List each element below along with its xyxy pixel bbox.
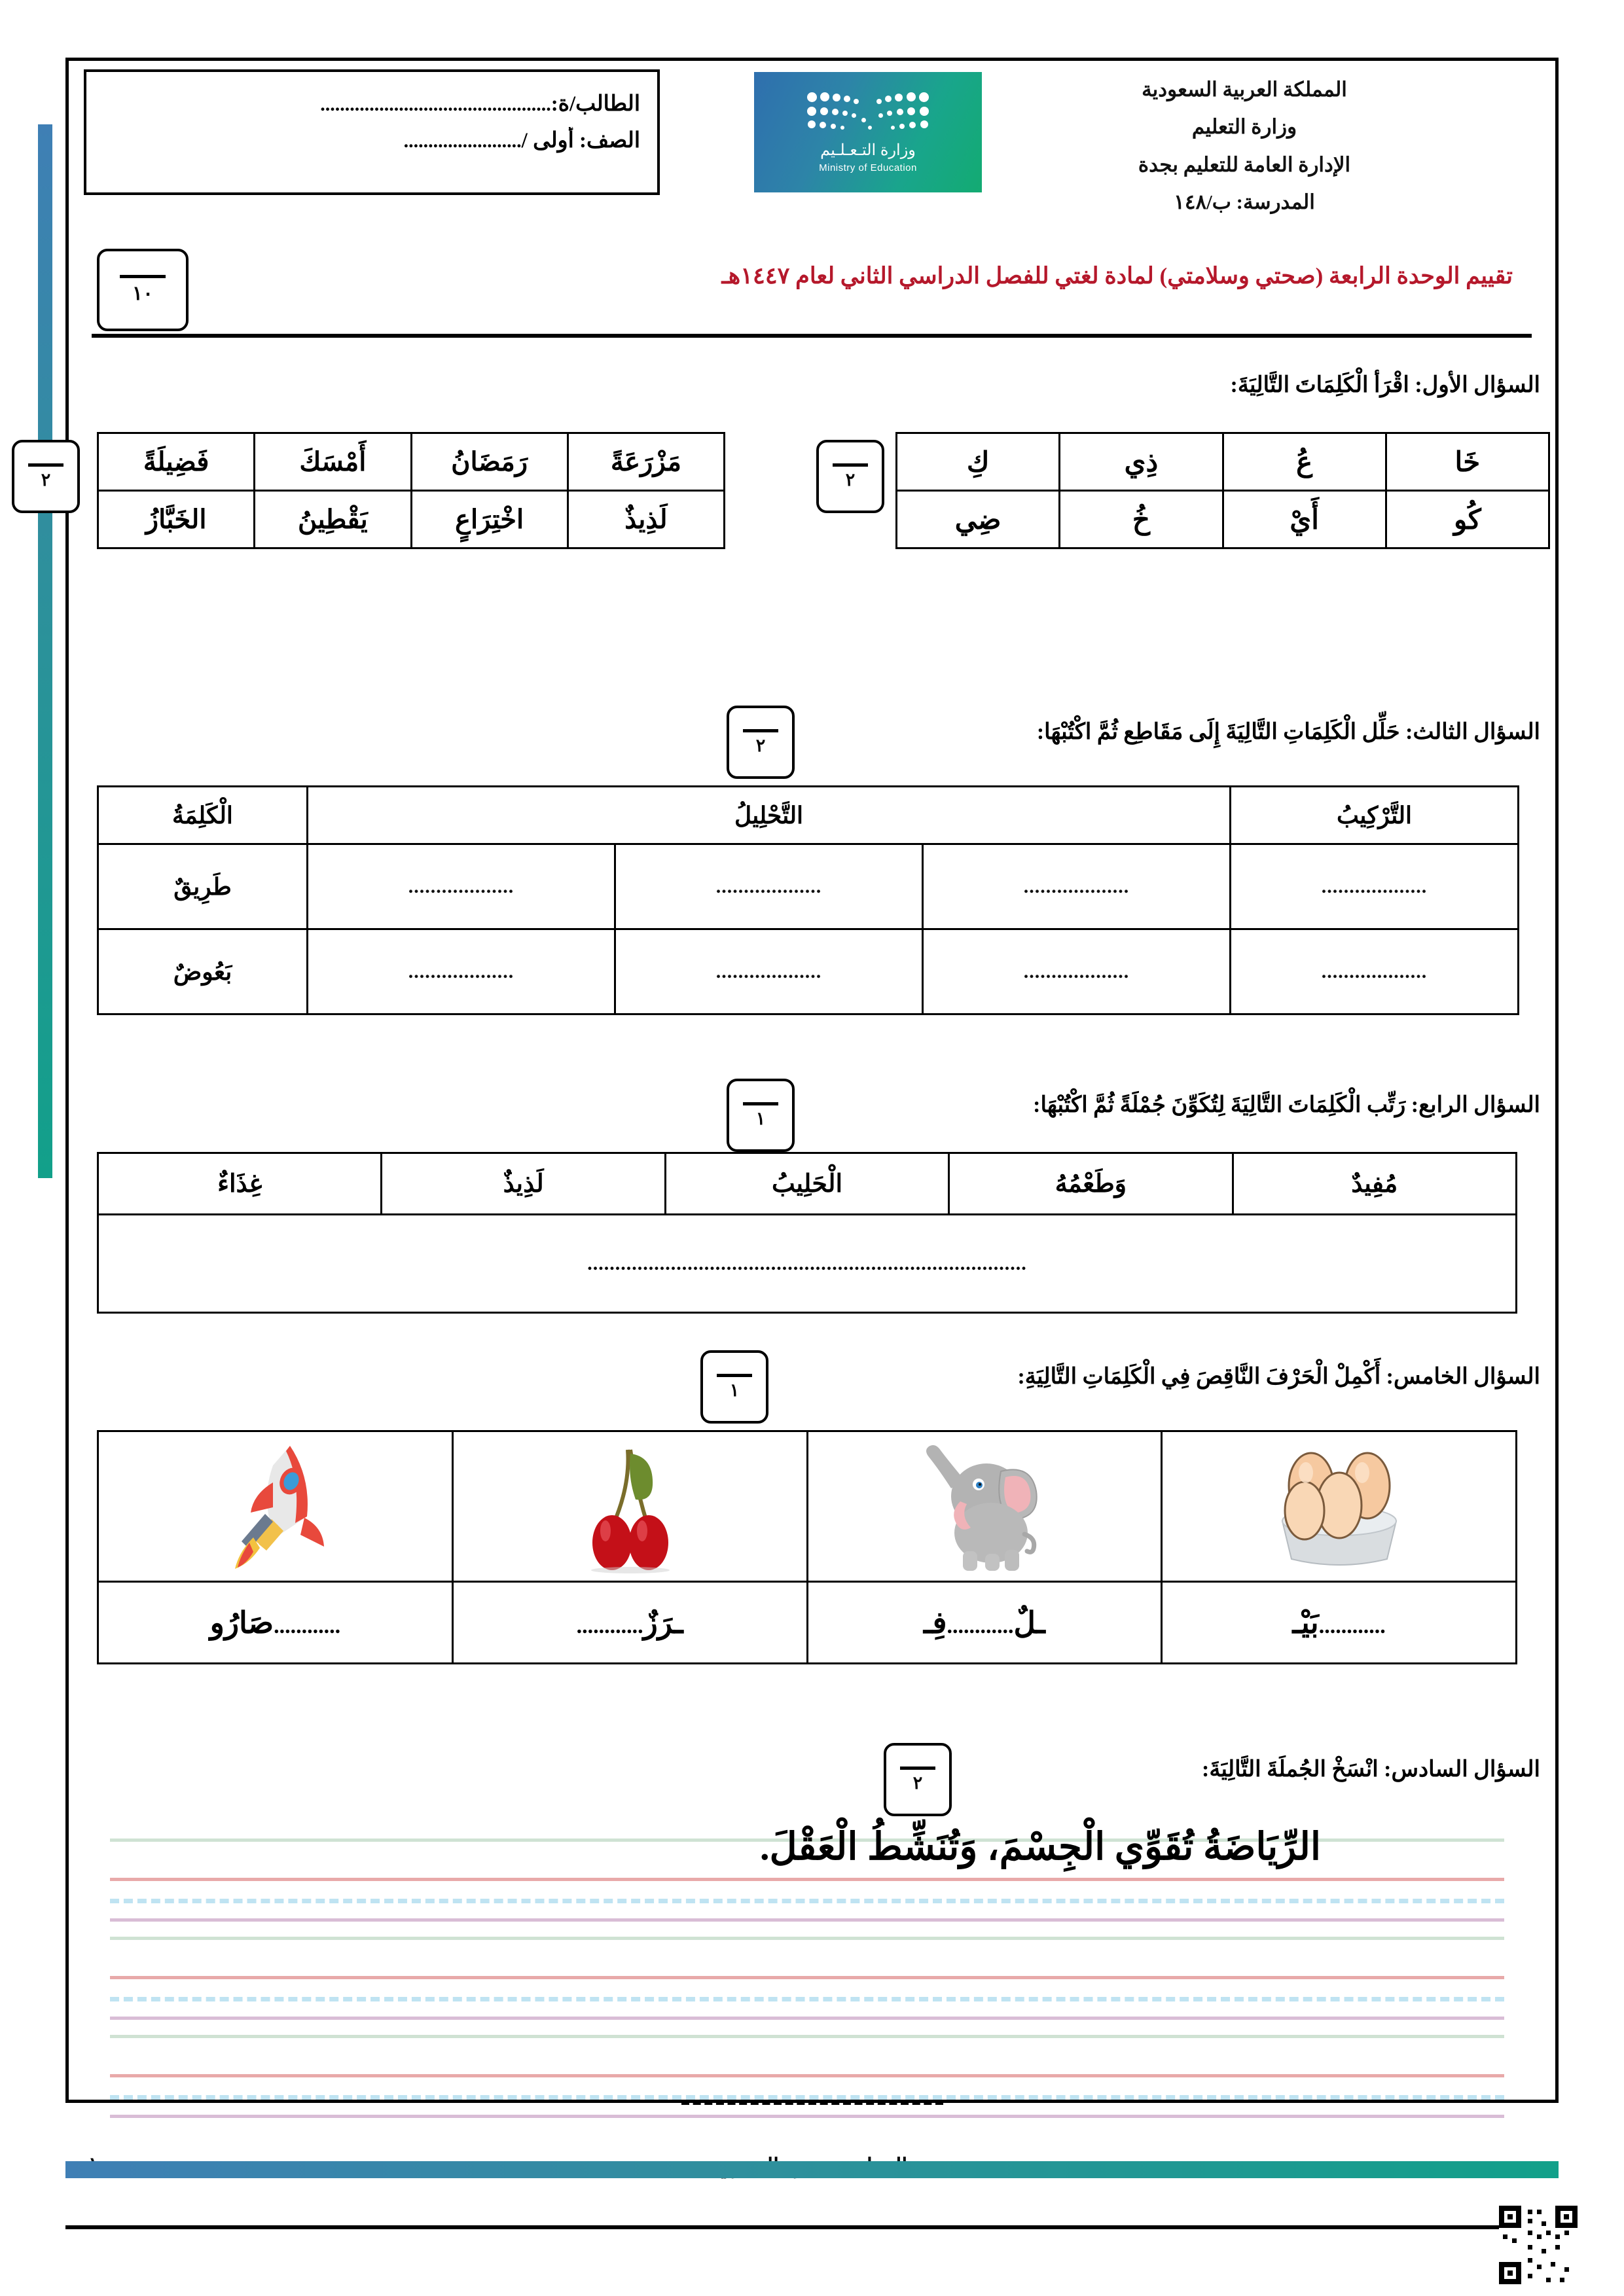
mark-divider: [833, 463, 868, 467]
title-underline: [92, 334, 1532, 338]
syllable-cell: كُو: [1386, 491, 1549, 548]
syllable-cell: خَا: [1386, 433, 1549, 491]
scrambled-word: لَذِيذٌ: [382, 1153, 665, 1215]
syllables-table: [895, 432, 1550, 549]
ruled-line-red: [110, 2074, 1504, 2077]
decorative-accent-bar: [38, 124, 52, 1178]
ruled-line-red: [110, 1976, 1504, 1979]
analysis-blank[interactable]: ...................: [1231, 929, 1519, 1014]
analysis-blank[interactable]: ...................: [923, 844, 1231, 929]
syllable-cell: ضِي: [897, 491, 1060, 548]
qr-code-image: [1499, 2206, 1578, 2284]
column-header-word: الْكَلِمَةُ: [98, 787, 308, 844]
table-row: [98, 1215, 1517, 1313]
analysis-blank[interactable]: ...................: [615, 844, 923, 929]
student-name-label: الطالب/ة:: [550, 92, 640, 116]
sentence-ordering-table: [97, 1152, 1517, 1314]
missing-letter-word-elephant[interactable]: [807, 1582, 1162, 1664]
cherry-image: [568, 1439, 692, 1573]
words-reading-table: [97, 432, 725, 549]
syllable-cell: عُ: [1223, 433, 1386, 491]
ruled-line-purple: [110, 2115, 1504, 2118]
question-1-letters-mark-value: ٢: [845, 469, 856, 490]
ruled-line-red: [110, 1878, 1504, 1881]
table-row: [98, 929, 1519, 1014]
directorate-line: الإدارة العامة للتعليم بجدة: [1138, 152, 1351, 176]
question-1-header: [72, 353, 1552, 432]
table-row: [98, 433, 725, 491]
ruled-line-dashed-blue: [110, 1899, 1504, 1903]
question-5-mark-value: ١: [729, 1380, 740, 1400]
ruled-line-row[interactable]: [110, 2026, 1504, 2124]
word-cell: الخَبَّازُ: [98, 491, 255, 548]
ministry-line: وزارة التعليم: [1191, 115, 1297, 139]
question-4-mark-value: ١: [755, 1108, 766, 1128]
student-name-blank[interactable]: ...............................................: [320, 94, 551, 115]
question-1-words-mark-box: [12, 440, 80, 513]
question-3-mark-value: ٢: [755, 735, 766, 755]
table-row: [98, 844, 1519, 929]
missing-letter-blank[interactable]: ............: [947, 1614, 1014, 1638]
ministry-header-text: [950, 71, 1539, 221]
missing-letter-word-cherry[interactable]: [452, 1582, 807, 1664]
table-row: [897, 433, 1549, 491]
mark-divider: [743, 729, 778, 732]
word-cell: يَقْطِينُ: [255, 491, 411, 548]
missing-letter-blank[interactable]: ............: [1318, 1614, 1386, 1638]
total-mark-value: ١٠: [132, 283, 154, 304]
word-cell: رَمَضَانُ: [411, 433, 568, 491]
analysis-blank[interactable]: ...................: [308, 929, 615, 1014]
ruled-line-dashed-blue: [110, 1997, 1504, 2001]
decorative-bottom-bar: [65, 2161, 1559, 2178]
question-4-header: [72, 1073, 1552, 1152]
missing-letter-table: [97, 1430, 1517, 1664]
missing-letter-word-rocket[interactable]: [98, 1582, 453, 1664]
ruled-line-dashed-blue: [110, 2095, 1504, 2100]
question-1-prompt: السؤال الأول: اقْرَأ الْكَلِمَاتَ التَّالِيَةَ:: [1230, 373, 1540, 397]
kingdom-line: المملكة العربية السعودية: [1142, 78, 1347, 101]
page-title: تقييم الوحدة الرابعة (صحتي وسلامتي) لمادة لغتي للفصل الدراسي الثاني لعام ١٤٤٧هـ: [721, 263, 1513, 289]
question-6-mark-value: ٢: [912, 1772, 923, 1793]
question-5-header: [72, 1345, 1552, 1424]
mark-divider: [120, 275, 166, 278]
student-grade-blank[interactable]: ........................: [403, 130, 522, 152]
word-cell: اخْتِرَاعٍ: [411, 491, 568, 548]
ministry-of-education-logo: [754, 72, 982, 192]
question-6-mark-box: [884, 1743, 952, 1816]
word-fragment: ـرَزٌ: [643, 1606, 683, 1640]
syllable-cell: أَيْ: [1223, 491, 1386, 548]
missing-letter-word-eggs[interactable]: [1162, 1582, 1517, 1664]
student-grade-label: الصف: أولى /: [521, 129, 640, 152]
ruled-line-purple: [110, 1918, 1504, 1922]
student-info-box: [84, 69, 660, 195]
word-cell: لَذِيذٌ: [568, 491, 724, 548]
word-fragment-end: ـلٌ: [1013, 1606, 1045, 1640]
logo-dot-pattern-icon: [806, 91, 930, 137]
student-grade-row: [103, 127, 640, 153]
analysis-blank[interactable]: ...................: [1231, 844, 1519, 929]
question-3-mark-box: [727, 706, 795, 779]
question-5-prompt: السؤال الخامس: أَكْمِلْ الْحَرْفَ النَّاقِصَ فِي الْكَلِمَاتِ التَّالِيَةِ:: [1017, 1365, 1540, 1389]
question-3-header: [72, 700, 1552, 779]
ruled-line-green: [110, 1937, 1504, 1940]
word-fragment: بَيْـ: [1292, 1606, 1319, 1640]
scrambled-word: غِذَاءٌ: [98, 1153, 382, 1215]
mark-divider: [28, 463, 63, 467]
word-cell: أَمْسَكَ: [255, 433, 411, 491]
page-header: [72, 64, 1552, 241]
exam-title-row: [72, 243, 1552, 329]
mark-divider: [743, 1102, 778, 1105]
ruled-line-row[interactable]: [110, 1928, 1504, 2026]
question-1-words-mark-value: ٢: [41, 469, 51, 490]
picture-cell-cherry: [452, 1431, 807, 1582]
question-6-prompt: السؤال السادس: انْسَخْ الجُملَةَ التَّالِيَةَ:: [1202, 1757, 1540, 1782]
ruled-line-purple: [110, 2017, 1504, 2020]
table-row-pictures: [98, 1431, 1517, 1582]
table-header-row: [98, 787, 1519, 844]
total-mark-box: [97, 249, 189, 331]
picture-cell-elephant: [807, 1431, 1162, 1582]
logo-english-text: Ministry of Education: [819, 162, 917, 173]
student-name-row: [103, 90, 640, 117]
column-header-analysis: التَّحْلِيلُ: [308, 787, 1231, 844]
elephant-image: [903, 1441, 1066, 1572]
analysis-table: [97, 785, 1519, 1015]
question-6-header: [72, 1738, 1552, 1816]
analysis-blank[interactable]: ...................: [308, 844, 615, 929]
word-cell: مَزْرَعَةً: [568, 433, 724, 491]
analysis-word: بَعُوضٌ: [98, 929, 308, 1014]
question-4-mark-box: [727, 1079, 795, 1152]
syllable-cell: كِ: [897, 433, 1060, 491]
copy-sentence: الرِّيَاضَةُ تُقَوِّي الْجِسْمَ، وَتُنَشِّطُ الْعَقْلَ.: [759, 1825, 1321, 1868]
word-fragment-start: فِـ: [923, 1606, 947, 1640]
table-row: [98, 491, 725, 548]
syllable-cell: خُ: [1060, 491, 1223, 548]
rocket-image: [213, 1439, 337, 1573]
syllable-cell: ذِي: [1060, 433, 1223, 491]
handwriting-practice-area: [110, 1825, 1504, 2124]
footer-divider: [681, 2101, 943, 2105]
table-row-words: [98, 1582, 1517, 1664]
table-row: [897, 491, 1549, 548]
ruled-line-row: [110, 1825, 1504, 1928]
table-row: [98, 1153, 1517, 1215]
scrambled-word: وَطَعْمُهُ: [949, 1153, 1233, 1215]
picture-cell-eggs: [1162, 1431, 1517, 1582]
sentence-answer-blank[interactable]: ...............................................................................: [98, 1215, 1517, 1313]
logo-arabic-text: وزارة التـعـلـيم: [820, 141, 916, 159]
word-fragment: صَارُو: [209, 1606, 274, 1640]
question-1-letters-mark-box: [816, 440, 884, 513]
scrambled-word: الْحَلِيبُ: [665, 1153, 948, 1215]
school-line: المدرسة: ب/١٤٨: [1174, 190, 1315, 214]
mark-divider: [717, 1374, 752, 1377]
footer-rule: [65, 2225, 1559, 2229]
question-3-prompt: السؤال الثالث: حَلِّل الْكَلِمَاتِ التَّالِيَةَ إِلَى مَقَاطِع ثُمَّ اكْتُبْهَا:: [1036, 720, 1540, 744]
missing-letter-blank[interactable]: ............: [274, 1614, 341, 1638]
scrambled-word: مُفِيدٌ: [1233, 1153, 1516, 1215]
analysis-word: طَرِيقٌ: [98, 844, 308, 929]
question-5-mark-box: [700, 1350, 768, 1424]
picture-cell-rocket: [98, 1431, 453, 1582]
column-header-composition: التَّرْكِيبُ: [1231, 787, 1519, 844]
question-4-prompt: السؤال الرابع: رَتِّب الْكَلِمَاتَ التَّالِيَةَ لِتُكَوِّنَ جُمْلَةً ثُمَّ اكْتُبْهَا:: [1033, 1093, 1540, 1117]
word-cell: فَضِيلَةً: [98, 433, 255, 491]
analysis-blank[interactable]: ...................: [923, 929, 1231, 1014]
mark-divider: [900, 1767, 935, 1770]
ruled-line-green: [110, 2035, 1504, 2038]
analysis-blank[interactable]: ...................: [615, 929, 923, 1014]
missing-letter-blank[interactable]: ............: [576, 1614, 643, 1638]
eggs-image: [1271, 1443, 1408, 1570]
